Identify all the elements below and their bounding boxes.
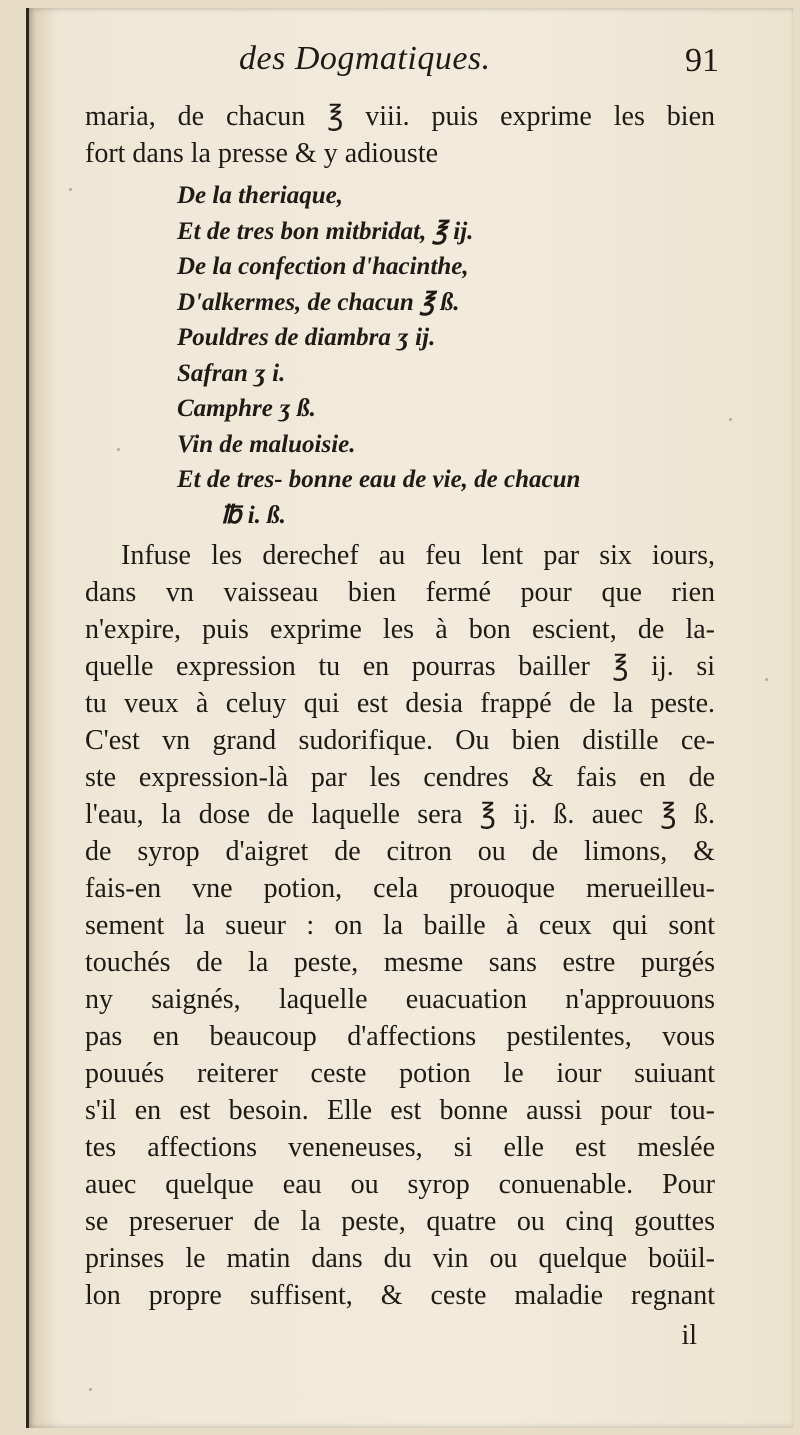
- text-line: Infuse les derechef au feu lent par six iours,: [121, 540, 715, 571]
- text-line: tu veux à celuy qui est desia frappé de la peste.: [85, 688, 715, 719]
- text-line: tes affections veneneuses, si elle est meslée: [85, 1132, 715, 1163]
- recipe-item: D'alkermes, de chacun ℥ ß.: [177, 288, 460, 316]
- text-line: pas en beaucoup d'affections pestilentes, vous: [85, 1021, 715, 1052]
- paper-speck: [117, 448, 120, 451]
- text-line: de syrop d'aigret de citron ou de limons, &: [85, 836, 715, 867]
- book-page: [26, 8, 793, 1428]
- paper-speck: [89, 1388, 92, 1391]
- recipe-item: Et de tres- bonne eau de vie, de chacun: [177, 466, 581, 493]
- text-line: touchés de la peste, mesme sans estre purgés: [85, 947, 715, 978]
- text-line: ste expression-là par les cendres & fais en de: [85, 762, 715, 793]
- text-line: n'expire, puis exprime les à bon escient, de la-: [85, 614, 715, 645]
- paper-speck: [765, 678, 768, 681]
- recipe-item: Et de tres bon mitbridat, ℥ ij.: [177, 217, 474, 245]
- recipe-item: De la theriaque,: [177, 182, 343, 209]
- text-line: C'est vn grand sudorifique. Ou bien distille ce-: [85, 725, 715, 756]
- text-line: sement la sueur : on la baille à ceux qui sont: [85, 910, 715, 941]
- recipe-item: ℔ i. ß.: [221, 501, 286, 529]
- text-line: ny saignés, laquelle euacuation n'approuuons: [85, 984, 715, 1015]
- paper-speck: [69, 188, 72, 191]
- recipe-item: De la confection d'hacinthe,: [177, 253, 469, 280]
- text-line: se preseruer de la peste, quatre ou cinq gouttes: [85, 1206, 715, 1237]
- text-line: pouués reiterer ceste potion le iour suiuant: [85, 1058, 715, 1089]
- main-paragraph: [85, 537, 715, 1314]
- recipe-item: Camphre ʒ ß.: [177, 395, 316, 422]
- text-line: fort dans la presse & y adiouste: [85, 138, 439, 169]
- recipe-item: Pouldres de diambra ʒ ij.: [177, 324, 436, 351]
- text-line: lon propre suffisent, & ceste maladie regnant: [85, 1280, 715, 1311]
- text-line: dans vn vaisseau bien fermé pour que rien: [85, 577, 715, 608]
- recipe-list: [85, 178, 715, 533]
- recipe-item: Vin de maluoisie.: [177, 430, 356, 458]
- text-line: maria, de chacun ℥ viii. puis exprime les bien: [85, 101, 715, 132]
- page-header: [239, 36, 719, 96]
- text-line: l'eau, la dose de laquelle sera ℥ ij. ß. auec ℥ ß.: [85, 799, 715, 830]
- text-line: fais-en vne potion, cela prouoque merueilleu-: [85, 873, 715, 904]
- text-line: prinses le matin dans du vin ou quelque boüil-: [85, 1243, 715, 1274]
- catchword: il: [681, 1320, 697, 1351]
- page-body: [85, 98, 715, 1314]
- page-number: 91: [685, 42, 719, 79]
- text-line: quelle expression tu en pourras bailler ℥ ij. si: [85, 651, 715, 682]
- recipe-item: Safran ʒ i.: [177, 359, 286, 387]
- text-line: s'il en est besoin. Elle est bonne aussi pour tou-: [85, 1095, 715, 1126]
- text-line: auec quelque eau ou syrop conuenable. Pour: [85, 1169, 715, 1200]
- running-head: des Dogmatiques.: [239, 40, 491, 77]
- paper-speck: [729, 418, 732, 421]
